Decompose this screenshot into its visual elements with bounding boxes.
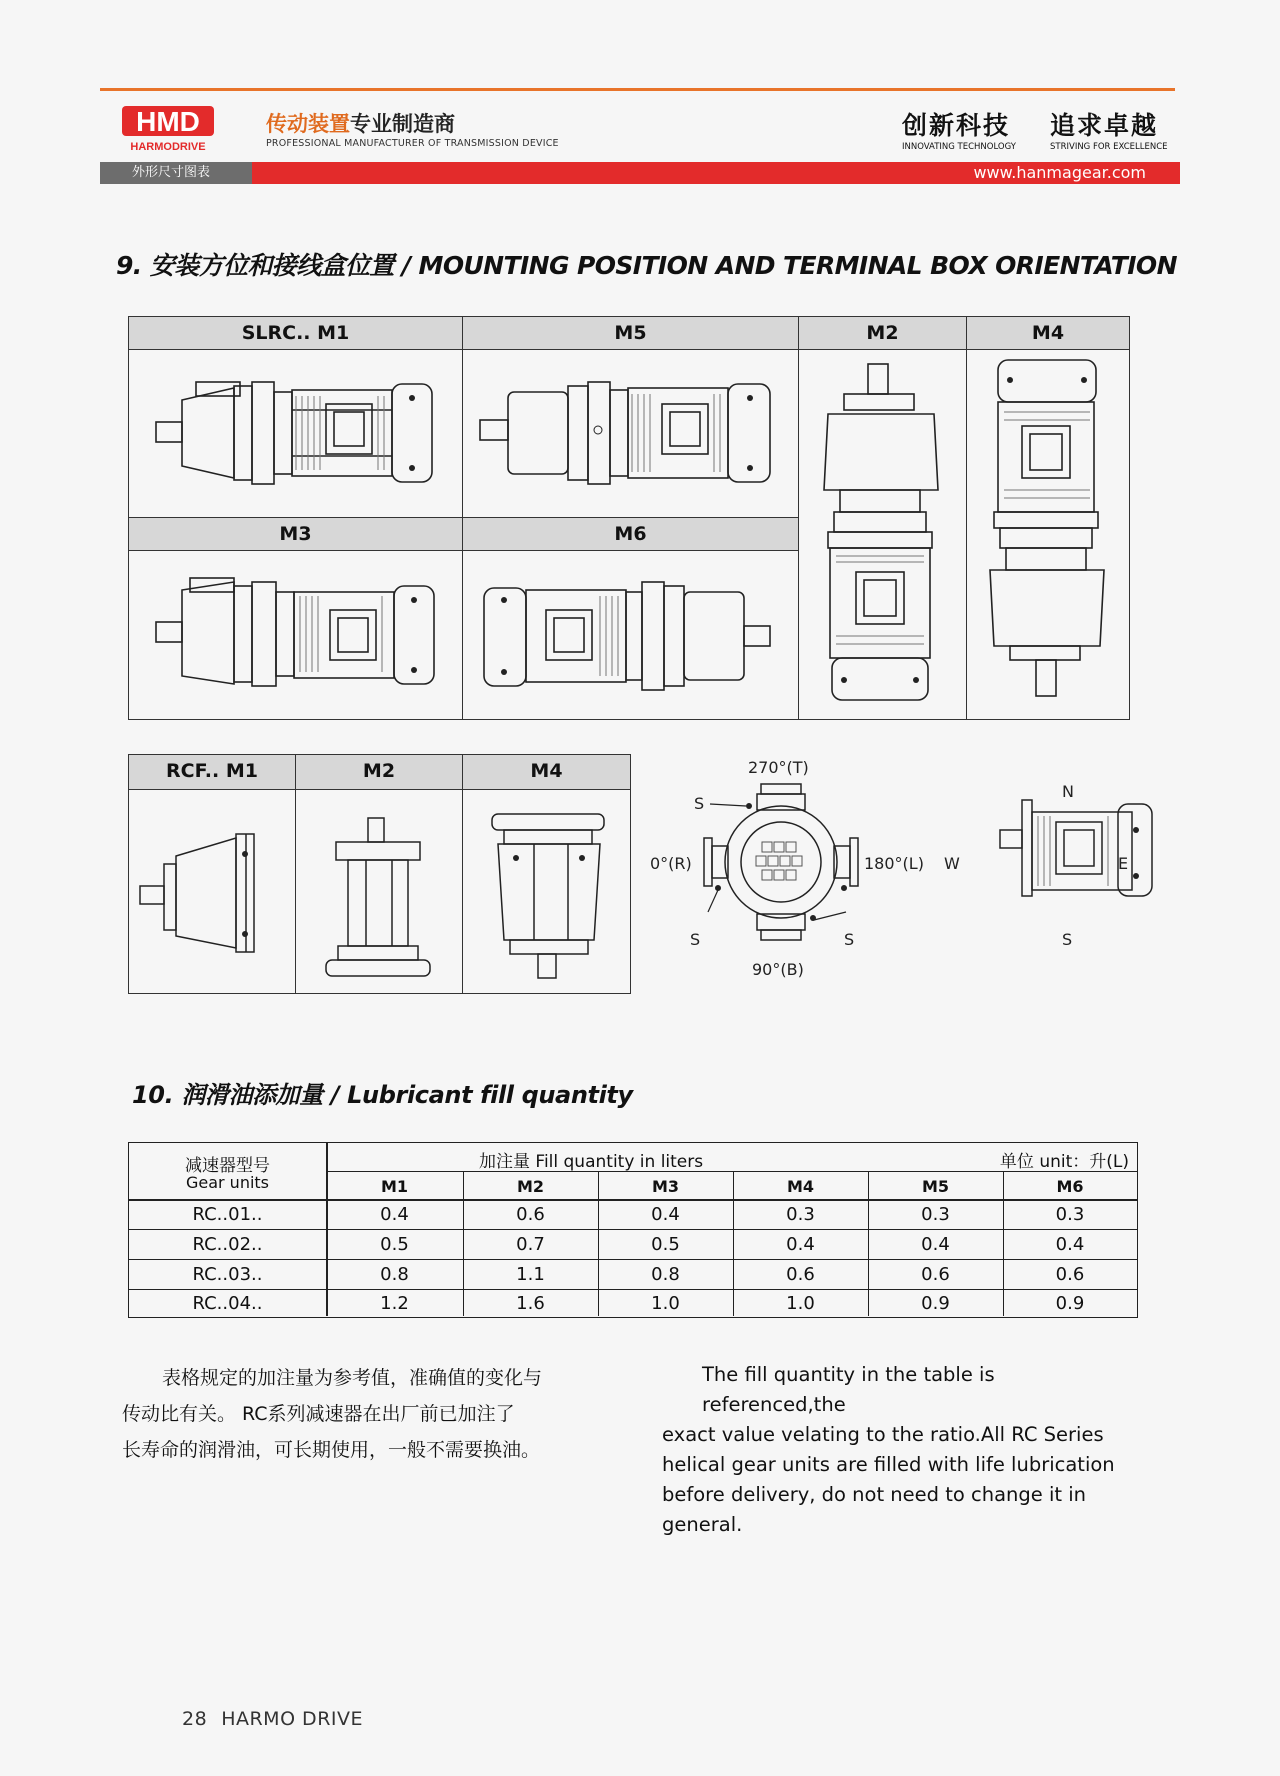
table-cell: 1.0 bbox=[786, 1293, 815, 1314]
caption-m2: M2 bbox=[798, 316, 967, 350]
section10-title: 10. 润滑油添加量 / Lubricant fill quantity bbox=[132, 1081, 633, 1109]
table-cell: 0.6 bbox=[786, 1264, 815, 1285]
note-cn-line: 传动比有关。 RC系列减速器在出厂前已加注了 bbox=[122, 1403, 515, 1425]
note-en-line: general. bbox=[662, 1513, 743, 1536]
caption-rcf-m4: M4 bbox=[462, 754, 631, 790]
table-cell: 0.6 bbox=[516, 1204, 545, 1225]
row-model: RC..01.. bbox=[192, 1204, 263, 1225]
section-label: 外形尺寸图表 bbox=[100, 162, 252, 184]
orientation-270-label: 270°(T) bbox=[748, 758, 809, 777]
orientation-90-label: 90°(B) bbox=[752, 960, 804, 979]
table-cell: 0.8 bbox=[651, 1264, 680, 1285]
table-cell: 1.2 bbox=[380, 1293, 409, 1314]
gearmotor-m5-drawing bbox=[478, 360, 788, 505]
col-header-m3: M3 bbox=[651, 1177, 680, 1196]
note-cn-line: 表格规定的加注量为参考值，准确值的变化与 bbox=[162, 1367, 543, 1389]
caption-rcf-m2: M2 bbox=[295, 754, 463, 790]
table-cell: 0.4 bbox=[786, 1234, 815, 1255]
caption-slrc-m1: SLRC.. M1 bbox=[128, 316, 463, 350]
orientation-180-label: 180°(L) bbox=[864, 854, 924, 873]
lubricant-table bbox=[128, 1142, 1138, 1318]
row-model: RC..02.. bbox=[192, 1234, 263, 1255]
gear-units-cn: 减速器型号 bbox=[185, 1156, 270, 1176]
table-cell: 0.6 bbox=[1055, 1264, 1085, 1285]
table-cell: 0.9 bbox=[1055, 1293, 1085, 1314]
note-cn-line: 长寿命的润滑油，可长期使用，一般不需要换油。 bbox=[122, 1439, 541, 1461]
slogan-innovation: 创新科技 bbox=[902, 111, 1011, 140]
fill-quantity-header: 加注量 Fill quantity in liters bbox=[479, 1152, 704, 1172]
row-model: RC..04.. bbox=[192, 1293, 263, 1314]
s-label-right: S bbox=[844, 930, 855, 949]
note-english bbox=[662, 1360, 1132, 1540]
col-header-m5: M5 bbox=[921, 1177, 950, 1196]
table-cell: 0.6 bbox=[921, 1264, 950, 1285]
row-model: RC..03.. bbox=[192, 1264, 263, 1285]
table-cell: 0.4 bbox=[651, 1204, 680, 1225]
caption-m6: M6 bbox=[462, 517, 799, 551]
caption-m4: M4 bbox=[966, 316, 1130, 350]
flange-gear-m2-drawing bbox=[308, 814, 448, 984]
table-cell: 0.3 bbox=[921, 1204, 950, 1225]
gearmotor-m4-drawing bbox=[980, 356, 1120, 710]
col-header-m2: M2 bbox=[516, 1177, 545, 1196]
s-label-top: S bbox=[694, 794, 705, 813]
w-label: W bbox=[944, 854, 960, 873]
page-footer bbox=[182, 1706, 363, 1730]
logo-mark-text: HMD bbox=[136, 106, 200, 137]
gearmotor-m2-drawing bbox=[814, 360, 954, 710]
page-number: 28 bbox=[182, 1708, 208, 1730]
col-header-m1: M1 bbox=[380, 1177, 409, 1196]
section9-title: 9. 安装方位和接线盒位置 / MOUNTING POSITION AND TERMINAL BOX ORIENTATION bbox=[116, 251, 1177, 280]
cn-tagline: 传动装置专业制造商 bbox=[266, 112, 455, 136]
en-tagline: PROFESSIONAL MANUFACTURER OF TRANSMISSION DEVICE bbox=[266, 138, 559, 149]
s-label-side: S bbox=[1062, 930, 1073, 949]
table-cell: 0.3 bbox=[1055, 1204, 1085, 1225]
table-cell: 1.0 bbox=[651, 1293, 680, 1314]
orientation-0-label: 0°(R) bbox=[650, 854, 692, 873]
flange-gear-m4-drawing bbox=[474, 810, 624, 986]
col-header-m4: M4 bbox=[786, 1177, 815, 1196]
note-chinese bbox=[122, 1360, 592, 1468]
slrc-grid bbox=[128, 316, 1130, 720]
table-cell: 0.7 bbox=[516, 1234, 545, 1255]
caption-m3: M3 bbox=[128, 517, 463, 551]
note-en-line: helical gear units are filled with life lubrication bbox=[662, 1453, 1115, 1476]
table-cell: 0.4 bbox=[921, 1234, 950, 1255]
table-cell: 1.1 bbox=[516, 1264, 545, 1285]
table-cell: 0.9 bbox=[921, 1293, 950, 1314]
s-label-left: S bbox=[690, 930, 701, 949]
col-header-m6: M6 bbox=[1056, 1177, 1084, 1196]
gearmotor-m6-drawing bbox=[480, 560, 790, 710]
rcf-grid bbox=[128, 754, 631, 994]
table-cell: 1.6 bbox=[516, 1293, 545, 1314]
flange-gear-m1-drawing bbox=[136, 804, 286, 984]
gearmotor-m3-drawing bbox=[154, 560, 444, 710]
unit-label: 单位 unit：升(L) bbox=[999, 1152, 1129, 1172]
footer-brand: HARMO DRIVE bbox=[221, 1708, 363, 1730]
table-cell: 0.5 bbox=[651, 1234, 680, 1255]
table-cell: 0.8 bbox=[380, 1264, 409, 1285]
caption-m5: M5 bbox=[462, 316, 799, 350]
n-label: N bbox=[1062, 782, 1074, 801]
slogan-excellence: 追求卓越 bbox=[1050, 111, 1159, 140]
terminal-orientation-diagram bbox=[640, 752, 1160, 992]
note-en-line: exact value velating to the ratio.All RC Series bbox=[662, 1423, 1104, 1446]
harmodrive-logo bbox=[122, 104, 218, 154]
gearmotor-m1-drawing bbox=[154, 360, 444, 505]
website-link[interactable]: www.hanmagear.com bbox=[252, 162, 1180, 184]
note-en-line: The fill quantity in the table is referenced,the bbox=[702, 1363, 995, 1416]
slogan-excellence-en: STRIVING FOR EXCELLENCE bbox=[1050, 142, 1168, 152]
note-en-line: before delivery, do not need to change it in bbox=[662, 1483, 1087, 1506]
table-cell: 0.4 bbox=[380, 1204, 409, 1225]
slogan-innovation-en: INNOVATING TECHNOLOGY bbox=[902, 142, 1016, 152]
table-cell: 0.4 bbox=[1055, 1234, 1085, 1255]
header-rule bbox=[100, 88, 1175, 91]
gear-units-en: Gear units bbox=[185, 1173, 270, 1192]
table-cell: 0.3 bbox=[786, 1204, 815, 1225]
e-label: E bbox=[1118, 854, 1129, 873]
table-cell: 0.5 bbox=[380, 1234, 409, 1255]
logo-sub-text: HARMODRIVE bbox=[130, 141, 206, 153]
caption-rcf-m1: RCF.. M1 bbox=[128, 754, 296, 790]
